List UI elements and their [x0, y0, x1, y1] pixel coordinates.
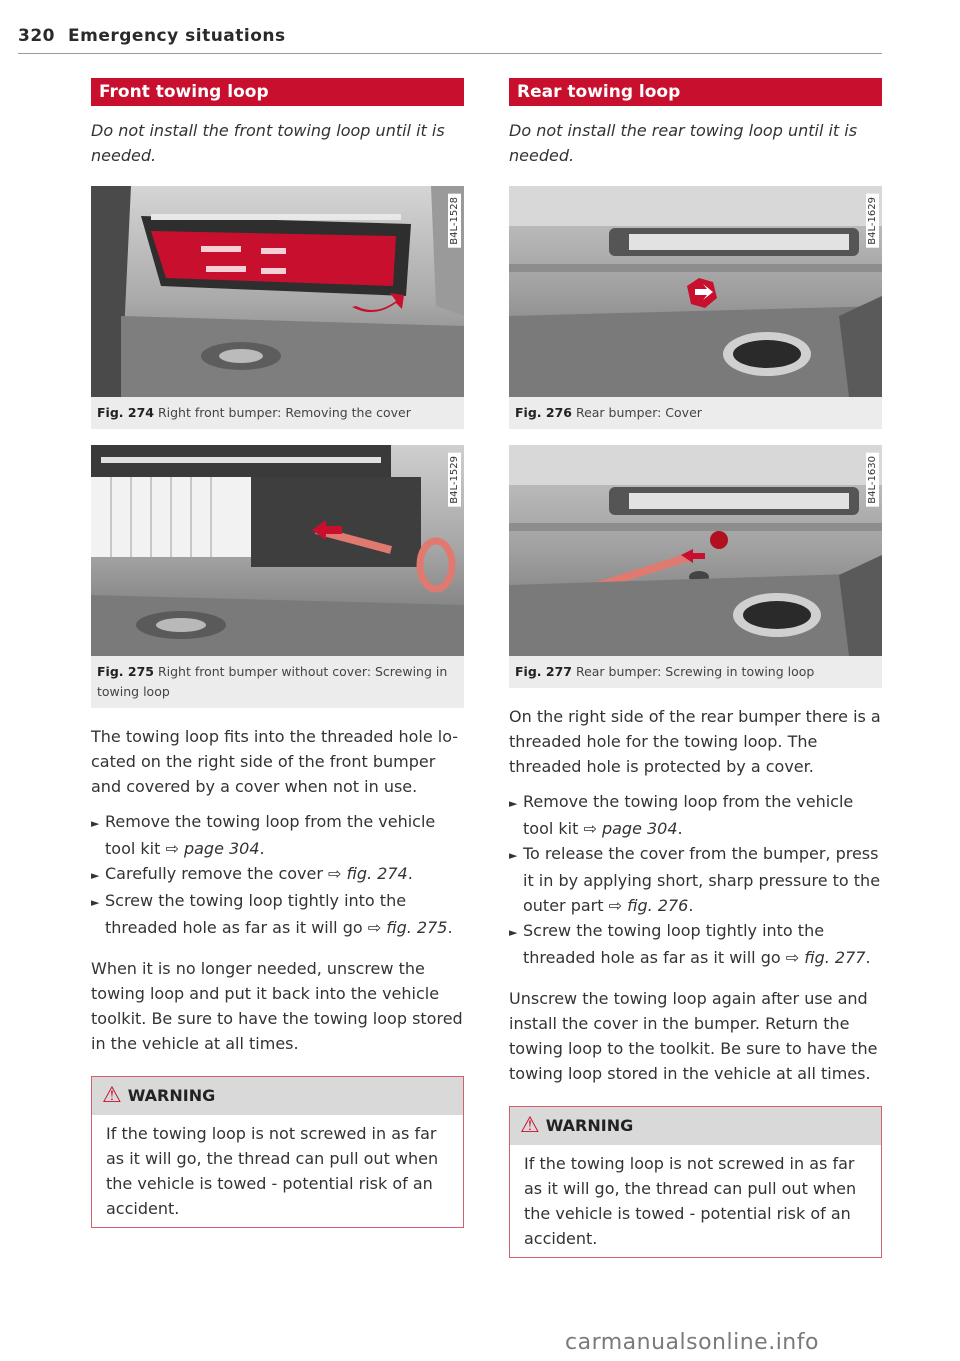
warning-text: If the towing loop is not screwed in as far as it will go, the thread can pull out when the vehicle is towed - potential risk of an accident. [106, 1124, 439, 1218]
page-header [18, 24, 882, 54]
front-bumper-loop-illustration [91, 445, 464, 656]
warning-title: WARNING [545, 1116, 634, 1135]
list-item: ► Screw the towing loop tightly into the threaded hole as far as it will go ⇨ fig. 275. [91, 891, 453, 937]
bullet-triangle-icon: ► [91, 869, 100, 882]
figure-277-code: B4L-1630 [866, 453, 879, 507]
front-towing-heading: Front towing loop [91, 78, 464, 106]
figure-reference-link[interactable]: ⇨ fig. 275 [367, 918, 448, 937]
figure-275-image [91, 445, 464, 656]
figure-275-label: Fig. 275 [97, 664, 154, 679]
figure-275 [91, 445, 464, 708]
rear-steps-list [509, 789, 882, 970]
figure-275-caption [91, 656, 464, 708]
figure-277 [509, 445, 882, 688]
rear-intro: Do not install the rear towing loop until it is needed. [509, 121, 858, 165]
warning-header [92, 1077, 463, 1115]
figure-276 [509, 186, 882, 429]
figure-274-caption [91, 397, 464, 429]
bullet-triangle-icon: ► [509, 797, 518, 810]
warning-triangle-icon: ⚠ [520, 1113, 540, 1138]
list-item: ► Screw the towing loop tightly into the threaded hole as far as it will go ⇨ fig. 277. [509, 921, 871, 967]
figure-277-label: Fig. 277 [515, 664, 572, 679]
list-item: ► Carefully remove the cover ⇨ fig. 274. [91, 861, 464, 888]
figure-276-code: B4L-1629 [866, 194, 879, 248]
rear-towing-heading: Rear towing loop [509, 78, 882, 106]
figure-277-caption [509, 656, 882, 688]
left-column [91, 78, 464, 1228]
front-intro: Do not install the front towing loop until it is needed. [91, 121, 445, 165]
watermark: carmanualsonline.info [565, 1330, 819, 1355]
warning-title: WARNING [127, 1086, 216, 1105]
page-number: 320 [18, 26, 55, 46]
figure-reference-link[interactable]: ⇨ fig. 276 [608, 896, 689, 915]
rear-bumper-loop-illustration [509, 445, 882, 656]
list-item: ► Remove the towing loop from the vehicle tool kit ⇨ page 304. [91, 812, 436, 858]
bullet-triangle-icon: ► [509, 849, 518, 862]
figure-274-caption-text: Right front bumper: Removing the cover [157, 405, 411, 420]
figure-274-image [91, 186, 464, 397]
front-steps-list [91, 809, 464, 940]
figure-274-label: Fig. 274 [97, 405, 154, 420]
rear-bumper-cover-illustration [509, 186, 882, 397]
figure-274-code: B4L-1528 [448, 194, 461, 248]
rear-storage-note: Unscrew the towing loop again after use and install the cover in the bumper. Return the towing loop to the toolkit. Be sure to have the towing loop stored in the vehicle at all times. [509, 989, 878, 1083]
figure-276-caption [509, 397, 882, 429]
figure-277-caption-text: Rear bumper: Screwing in towing loop [575, 664, 815, 679]
figure-reference-link[interactable]: ⇨ fig. 277 [785, 948, 866, 967]
right-column [509, 78, 882, 1258]
figure-275-code: B4L-1529 [448, 453, 461, 507]
figure-276-caption-text: Rear bumper: Cover [575, 405, 702, 420]
bullet-triangle-icon: ► [91, 896, 100, 909]
figure-277-image [509, 445, 882, 656]
front-storage-note: When it is no longer needed, unscrew the towing loop and put it back into the vehicle toolkit. Be sure to have the towing loop stored in the vehicle at all times. [91, 959, 463, 1053]
figure-274 [91, 186, 464, 429]
rear-warning-box [509, 1106, 882, 1258]
page-reference-link[interactable]: ⇨ page 304 [165, 839, 260, 858]
bullet-triangle-icon: ► [91, 817, 100, 830]
figure-reference-link[interactable]: ⇨ fig. 274 [328, 864, 408, 883]
list-item: ► To release the cover from the bumper, press it in by applying short, sharp pressure to the outer part ⇨ fig. 276. [509, 844, 881, 915]
bullet-triangle-icon: ► [509, 926, 518, 939]
front-description: The towing loop fits into the threaded hole lo-cated on the right side of the front bumper and covered by a cover when not in use. [91, 727, 459, 796]
warning-header [510, 1107, 881, 1145]
front-warning-box [91, 1076, 464, 1228]
figure-276-label: Fig. 276 [515, 405, 572, 420]
front-bumper-cover-illustration [91, 186, 464, 397]
rear-description: On the right side of the rear bumper there is a threaded hole for the towing loop. The threaded hole is protected by a cover. [509, 707, 881, 776]
figure-275-caption-text: Right front bumper without cover: Screwing in towing loop [97, 664, 448, 699]
warning-text: If the towing loop is not screwed in as far as it will go, the thread can pull out when the vehicle is towed - potential risk of an accident. [524, 1154, 857, 1248]
figure-276-image [509, 186, 882, 397]
section-title: Emergency situations [68, 26, 286, 46]
warning-triangle-icon: ⚠ [102, 1083, 122, 1108]
page-reference-link[interactable]: ⇨ page 304 [583, 819, 678, 838]
list-item: ► Remove the towing loop from the vehicle tool kit ⇨ page 304. [509, 792, 854, 838]
